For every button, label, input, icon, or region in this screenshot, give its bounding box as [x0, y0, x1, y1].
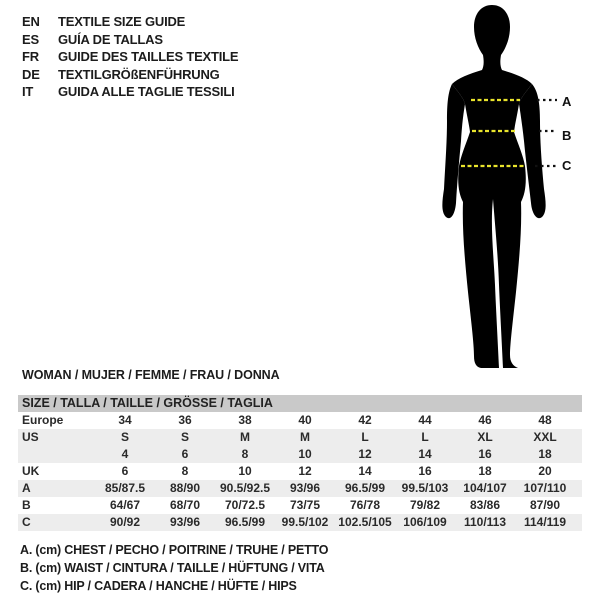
size-value: S [180, 430, 189, 444]
measurement-legend [20, 541, 328, 595]
language-code: EN [22, 14, 40, 30]
size-value: 6 [121, 464, 129, 478]
row-label [18, 446, 95, 463]
size-value: 96.5/99 [224, 515, 266, 529]
size-value: M [240, 430, 250, 444]
language-row-es [22, 31, 238, 49]
language-code: DE [22, 66, 40, 82]
size-value: 12 [298, 464, 312, 478]
size-value: 46 [478, 413, 492, 427]
language-code: FR [22, 49, 39, 65]
size-value: 4 [121, 447, 129, 461]
chest-marker-label: A [562, 94, 572, 109]
size-value: XL [477, 430, 493, 444]
language-title: GUIDA ALLE TAGLIE TESSILI [58, 84, 235, 100]
table-row [18, 463, 582, 480]
size-value: 68/70 [169, 498, 201, 512]
size-value: 85/87.5 [104, 481, 146, 495]
row-label: UK [22, 464, 40, 478]
size-value: 106/109 [403, 515, 447, 529]
size-value: 99.5/103 [401, 481, 449, 495]
size-value: 40 [298, 413, 312, 427]
size-value: L [421, 430, 429, 444]
language-row-fr [22, 48, 238, 66]
size-value: 90.5/92.5 [219, 481, 271, 495]
size-value: 88/90 [169, 481, 201, 495]
size-value: 10 [298, 447, 312, 461]
size-value: L [361, 430, 369, 444]
table-header: SIZE / TALLA / TAILLE / GRÖSSE / TAGLIA [18, 395, 582, 412]
row-label: B [22, 498, 31, 512]
size-value: 34 [118, 413, 132, 427]
hip-marker-label: C [562, 158, 572, 173]
size-value: 36 [178, 413, 192, 427]
size-value: 90/92 [109, 515, 141, 529]
language-code: IT [22, 84, 34, 100]
size-value: 16 [418, 464, 432, 478]
row-label: C [22, 515, 31, 529]
size-value: 73/75 [289, 498, 321, 512]
size-value: XXL [533, 430, 557, 444]
waist-marker-label: B [562, 128, 572, 143]
table-row [18, 497, 582, 514]
size-value: 93/96 [289, 481, 321, 495]
size-value: 42 [358, 413, 372, 427]
size-value: 18 [478, 464, 492, 478]
size-value: 8 [241, 447, 249, 461]
row-label: Europe [22, 413, 64, 427]
size-value: 70/72.5 [224, 498, 266, 512]
size-value: 96.5/99 [344, 481, 386, 495]
language-code: ES [22, 31, 39, 47]
size-value: 83/86 [469, 498, 501, 512]
table-row [18, 429, 582, 446]
size-value: 14 [418, 447, 432, 461]
size-value: 16 [478, 447, 492, 461]
size-value: 12 [358, 447, 372, 461]
size-value: 107/110 [523, 481, 567, 495]
legend-chest: A. (cm) CHEST / PECHO / POITRINE / TRUHE / PETTO [20, 543, 329, 557]
size-value: 93/96 [169, 515, 201, 529]
size-value: M [300, 430, 310, 444]
language-title-list [22, 13, 238, 101]
table-row [18, 446, 582, 463]
size-value: 102.5/105 [338, 515, 392, 529]
language-row-en [22, 13, 238, 31]
size-value: 48 [538, 413, 552, 427]
size-table [18, 395, 582, 531]
size-value: 76/78 [349, 498, 381, 512]
table-row [18, 514, 582, 531]
size-value: 99.5/102 [281, 515, 329, 529]
size-value: 110/113 [463, 515, 507, 529]
size-value: 20 [538, 464, 552, 478]
language-title: GUIDE DES TAILLES TEXTILE [58, 49, 239, 65]
language-title: TEXTILGRÖßENFÜHRUNG [58, 66, 220, 82]
silhouette-body [452, 5, 532, 368]
silhouette-right-arm [519, 84, 546, 218]
size-value: 44 [418, 413, 432, 427]
size-value: S [120, 430, 129, 444]
language-row-it [22, 83, 238, 101]
table-body [18, 412, 582, 531]
size-value: 18 [538, 447, 552, 461]
language-title: TEXTILE SIZE GUIDE [58, 14, 186, 30]
size-value: 79/82 [409, 498, 441, 512]
size-value: 6 [181, 447, 189, 461]
row-label: A [22, 481, 31, 495]
row-label: US [22, 430, 39, 444]
language-title: GUÍA DE TALLAS [58, 31, 163, 47]
size-value: 14 [358, 464, 372, 478]
size-value: 104/107 [463, 481, 507, 495]
legend-waist: B. (cm) WAIST / CINTURA / TAILLE / HÜFTUNG / VITA [20, 561, 325, 575]
table-row [18, 480, 582, 497]
size-value: 114/119 [523, 515, 567, 529]
table-title: WOMAN / MUJER / FEMME / FRAU / DONNA [22, 368, 280, 382]
table-row [18, 412, 582, 429]
legend-hip: C. (cm) HIP / CADERA / HANCHE / HÜFTE / HIPS [20, 579, 297, 593]
size-value: 87/90 [529, 498, 561, 512]
language-row-de [22, 66, 238, 84]
size-value: 64/67 [109, 498, 141, 512]
size-value: 10 [238, 464, 252, 478]
size-value: 8 [181, 464, 189, 478]
size-value: 38 [238, 413, 252, 427]
woman-silhouette-figure [425, 0, 600, 375]
